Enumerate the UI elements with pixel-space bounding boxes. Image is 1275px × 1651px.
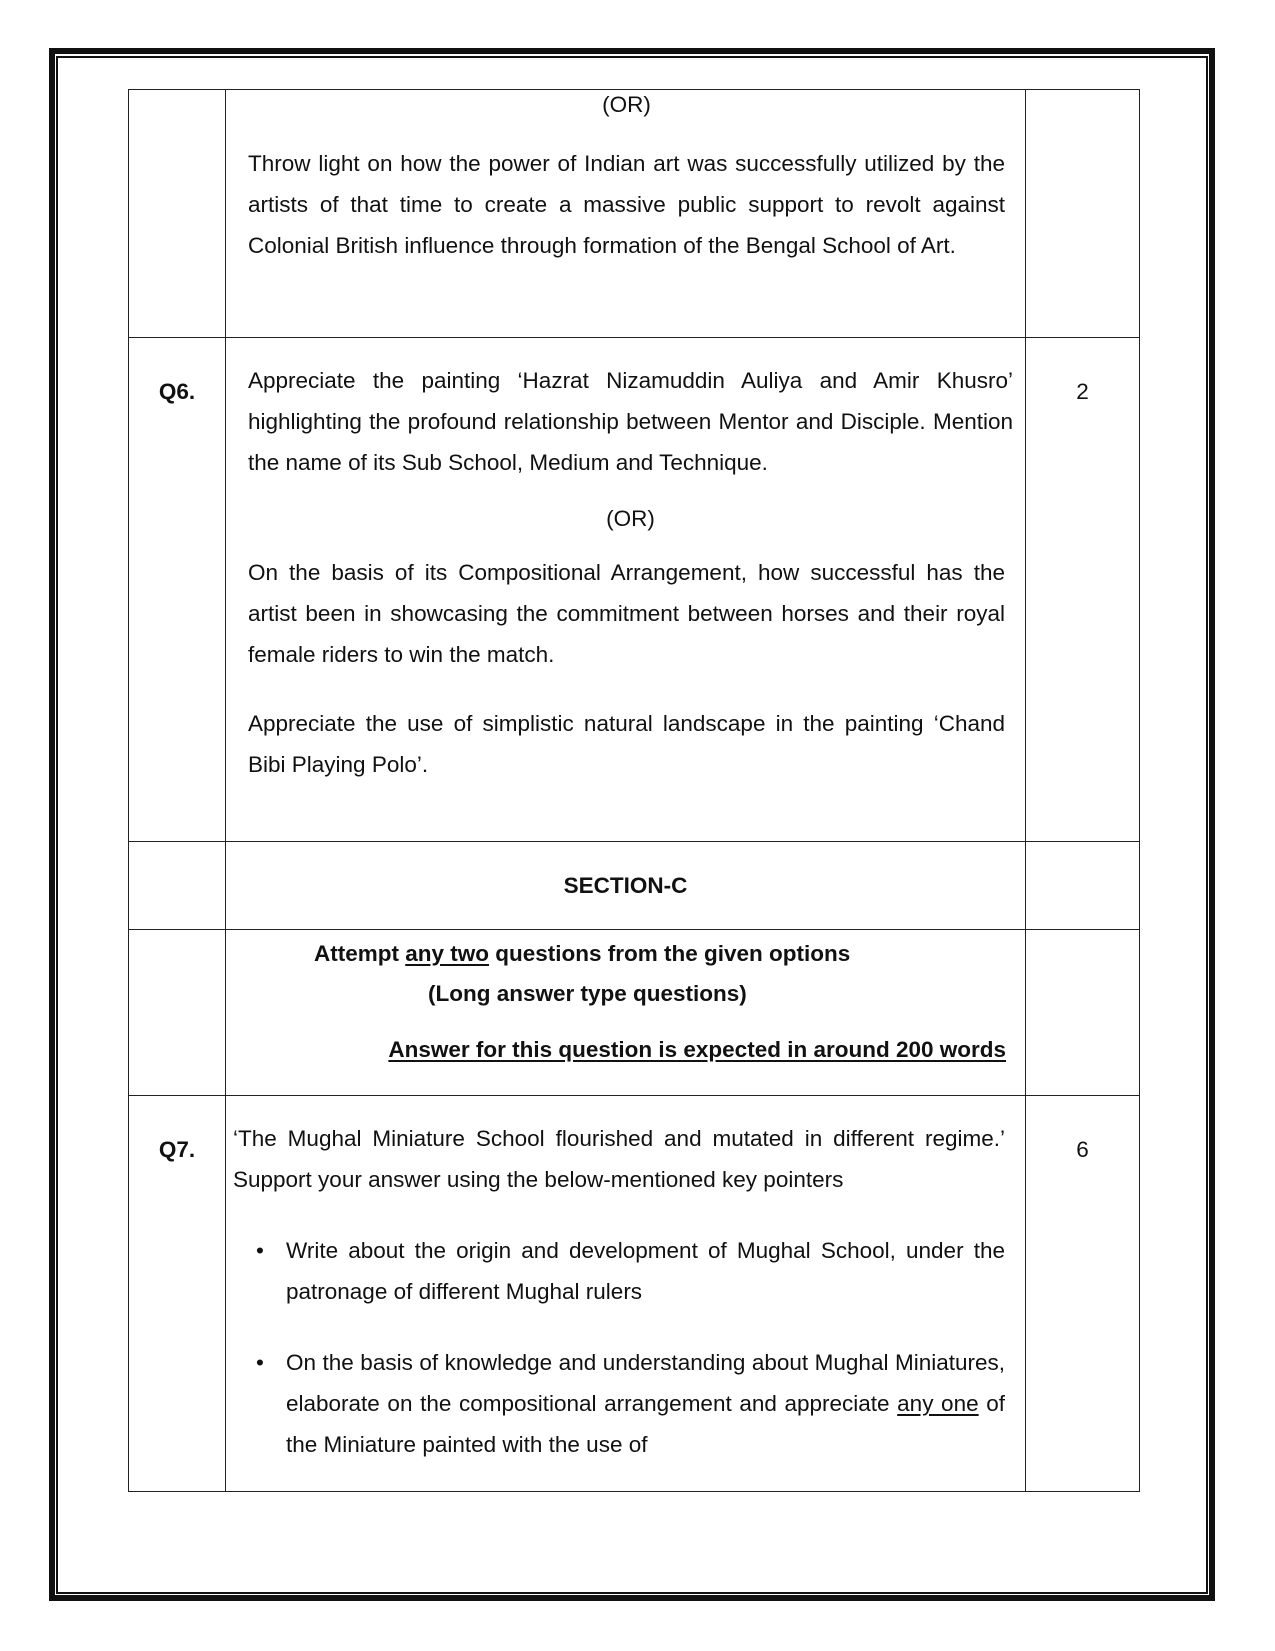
word-limit-note <box>226 1030 1025 1070</box>
question-text-cell <box>226 1096 1026 1492</box>
section-title: SECTION-C <box>563 873 688 898</box>
instructions-cell <box>226 930 1026 1096</box>
list-item <box>256 1230 1005 1312</box>
pointer-text-part: On the basis of knowledge and understanding about Mughal Miniatures, elaborate on the compositional arrangement and appreciate <box>286 1350 1005 1416</box>
table-row-instructions <box>129 930 1140 1096</box>
table-row-q7 <box>129 1096 1140 1492</box>
question-number: Q6. <box>129 338 226 842</box>
question-text: ‘The Mughal Miniature School flourished and mutated in different regime.’ Support your answer using the below-mentioned key pointers <box>233 1126 1005 1192</box>
marks-value: 6 <box>1026 1096 1140 1492</box>
marks-cell <box>1026 842 1140 930</box>
question-text: Throw light on how the power of Indian art was successfully utilized by the artists of that time to create a massive public support to revolt against Colonial British influence through formation of the Bengal School of Art. <box>248 151 1005 258</box>
instruction-text: questions from the given options <box>489 941 851 966</box>
pointer-text-part: of the Miniature painted with the use of <box>286 1391 1005 1457</box>
pointer-text: Write about the origin and development of Mughal School, under the patronage of different Mughal rulers <box>286 1238 1005 1304</box>
table-row-or-continuation <box>129 90 1140 338</box>
question-text-alt: On the basis of its Compositional Arrangement, how successful has the artist been in showcasing the commitment between horses and their royal female riders to win the match. <box>248 560 1005 667</box>
bullet-icon: • <box>256 1350 264 1375</box>
question-text-cell <box>226 90 1026 338</box>
list-item <box>256 1342 1005 1465</box>
marks-cell <box>1026 930 1140 1096</box>
bullet-icon: • <box>256 1238 264 1263</box>
question-text-sub: Appreciate the use of simplistic natural landscape in the painting ‘Chand Bibi Playing Polo’. <box>248 711 1005 777</box>
question-text: Appreciate the painting ‘Hazrat Nizamuddin Auliya and Amir Khusro’ highlighting the profound relationship between Mentor and Disciple. Mention the name of its Sub School, Medium and Technique. <box>248 368 1013 475</box>
pointer-emphasis: any one <box>897 1391 979 1416</box>
key-pointers-list <box>233 1230 1005 1465</box>
marks-value: 2 <box>1026 338 1140 842</box>
word-limit-text: Answer for this question is expected in around 200 words <box>388 1037 1006 1062</box>
table-row-q6 <box>129 338 1140 842</box>
or-label: (OR) <box>606 506 655 531</box>
instruction-emphasis: any two <box>405 941 490 966</box>
section-heading-cell <box>226 842 1026 930</box>
question-number-cell <box>129 930 226 1096</box>
instruction-line <box>226 934 1025 974</box>
question-text-cell <box>226 338 1026 842</box>
marks-cell <box>1026 90 1140 338</box>
question-table <box>128 89 1140 1492</box>
question-number: Q7. <box>129 1096 226 1492</box>
question-number-cell <box>129 842 226 930</box>
instruction-subtitle: (Long answer type questions) <box>428 981 747 1006</box>
instruction-text: Attempt <box>314 941 406 966</box>
or-label: (OR) <box>602 92 651 117</box>
table-row-section-heading <box>129 842 1140 930</box>
question-number-cell <box>129 90 226 338</box>
pointer-text <box>286 1350 1005 1457</box>
